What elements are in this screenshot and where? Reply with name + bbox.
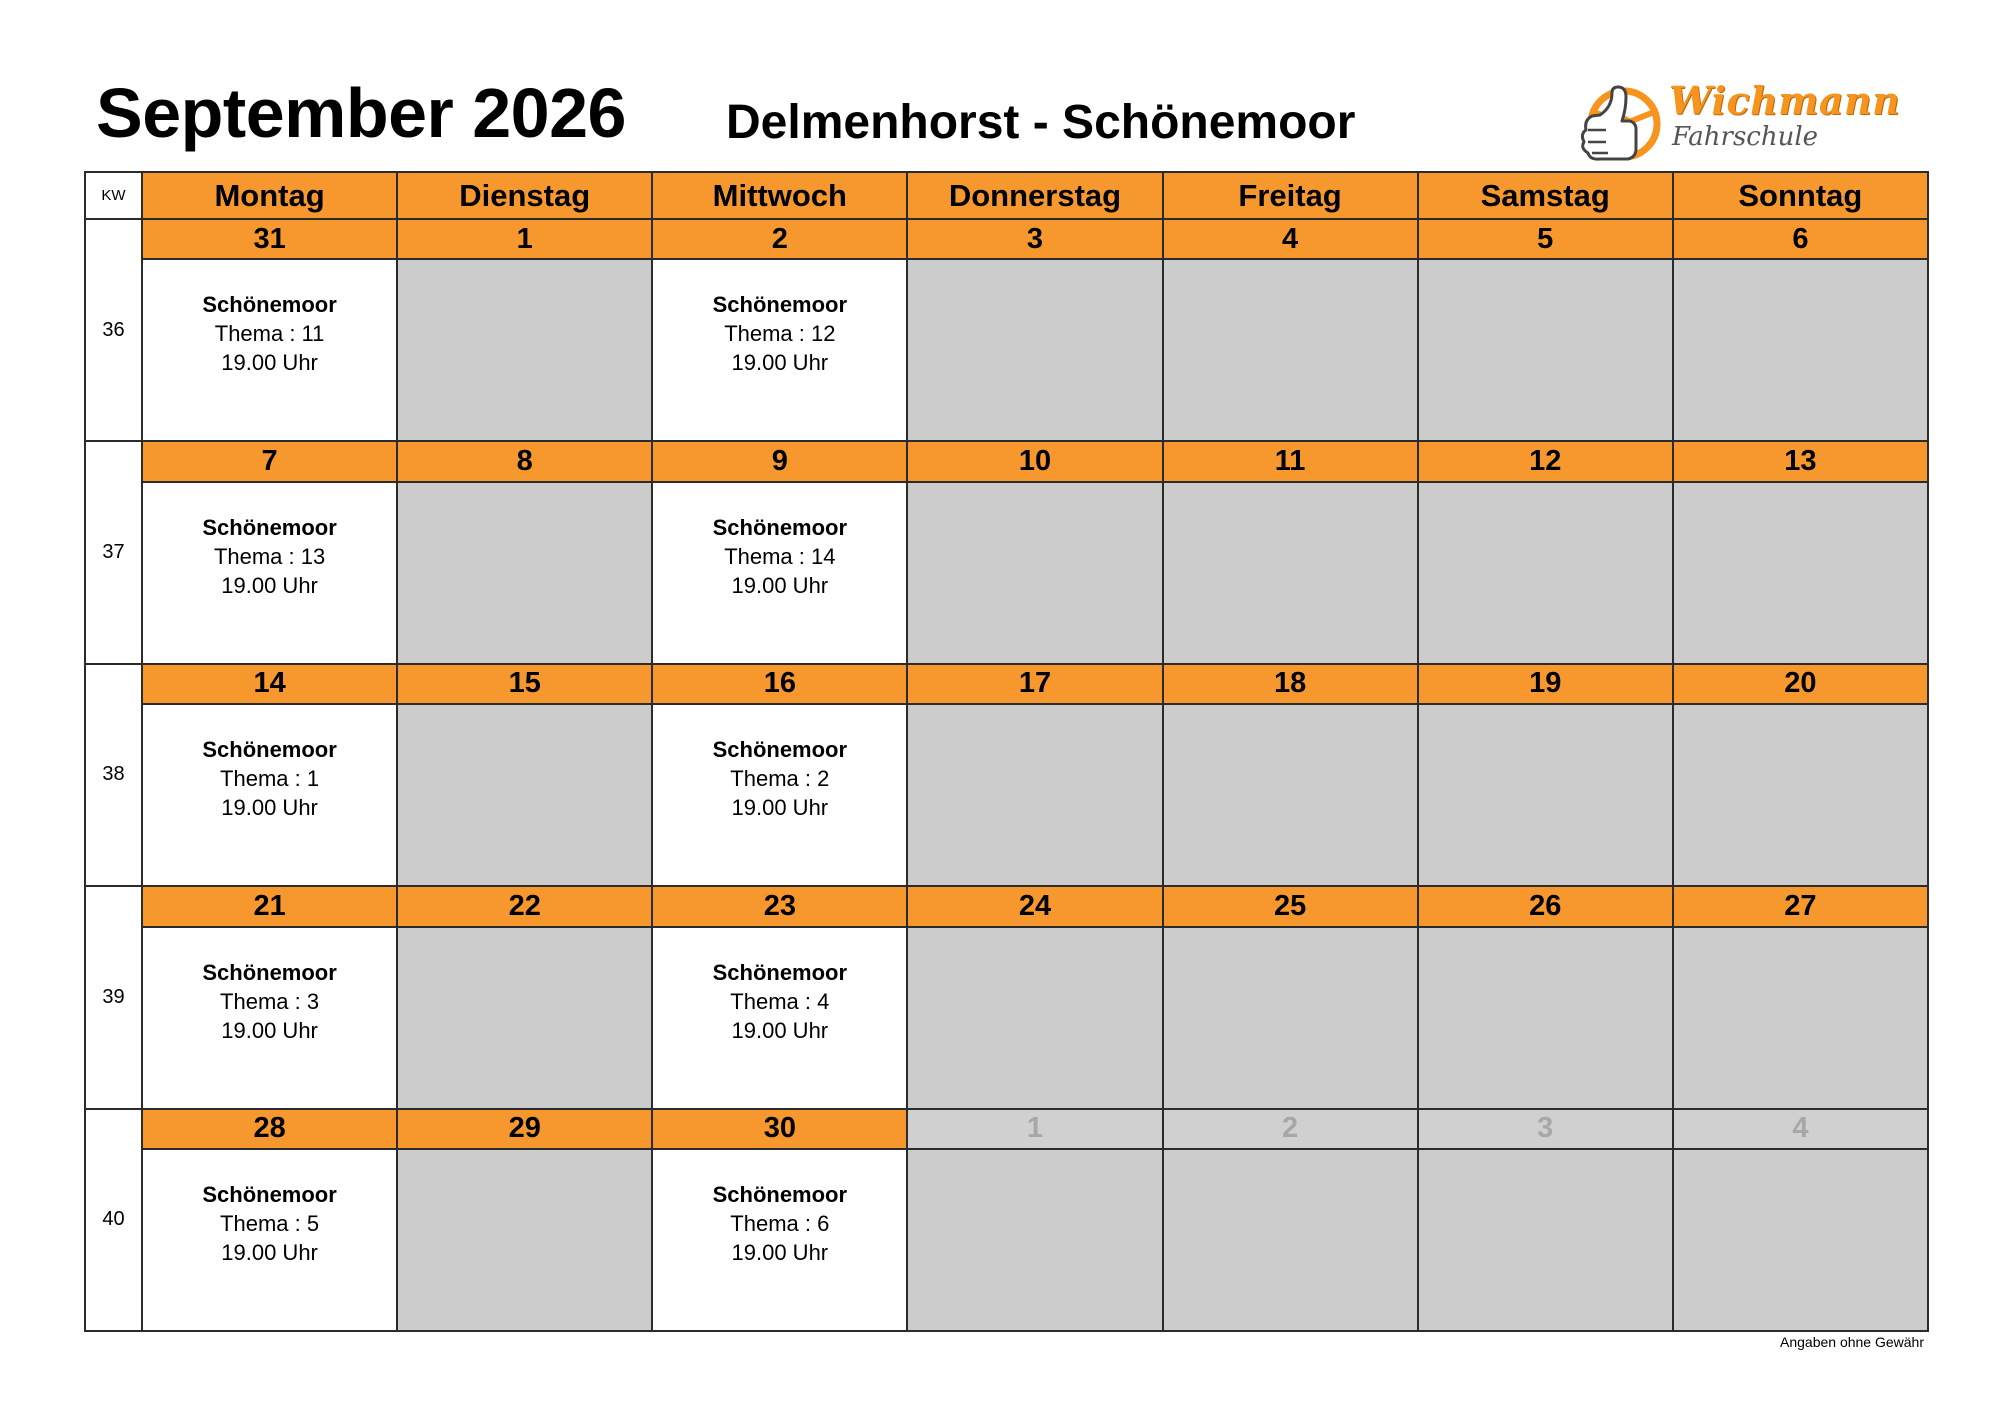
day-cell-empty xyxy=(1163,1149,1418,1331)
day-number: 29 xyxy=(397,1109,652,1149)
day-cell-empty xyxy=(1673,927,1928,1109)
event-entry xyxy=(143,483,396,600)
logo-brand: Wichmann xyxy=(1669,78,1901,123)
day-number: 25 xyxy=(1163,886,1418,926)
day-number: 23 xyxy=(652,886,907,926)
day-cell-empty xyxy=(397,259,652,441)
day-number: 14 xyxy=(142,664,397,704)
week-date-row xyxy=(85,664,1928,704)
day-cell-empty xyxy=(907,482,1162,664)
weekday-header: Freitag xyxy=(1163,172,1418,219)
week-number: 36 xyxy=(85,219,142,441)
event-place: Schönemoor xyxy=(202,1181,337,1207)
day-cell-event xyxy=(652,1149,907,1331)
day-number: 2 xyxy=(652,219,907,259)
weekday-header: Samstag xyxy=(1418,172,1673,219)
day-cell-event xyxy=(652,482,907,664)
day-cell-empty xyxy=(1163,482,1418,664)
weekday-header: Donnerstag xyxy=(907,172,1162,219)
event-entry xyxy=(143,1150,396,1267)
day-cell-event xyxy=(142,259,397,441)
day-number: 31 xyxy=(142,219,397,259)
day-number-other-month: 2 xyxy=(1163,1109,1418,1149)
week-number: 39 xyxy=(85,886,142,1108)
event-time: 19.00 Uhr xyxy=(731,1239,829,1265)
day-number: 22 xyxy=(397,886,652,926)
day-number: 27 xyxy=(1673,886,1928,926)
day-cell-empty xyxy=(1418,482,1673,664)
event-time: 19.00 Uhr xyxy=(221,350,318,376)
weekday-header-row xyxy=(85,172,1928,219)
week-content-row xyxy=(85,927,1928,1109)
event-topic: Thema : 5 xyxy=(220,1210,320,1236)
day-number: 13 xyxy=(1673,441,1928,481)
day-cell-event xyxy=(652,259,907,441)
event-time: 19.00 Uhr xyxy=(221,1239,318,1265)
day-number: 4 xyxy=(1163,219,1418,259)
event-place: Schönemoor xyxy=(202,737,337,763)
week-content-row xyxy=(85,259,1928,441)
event-entry xyxy=(653,705,906,822)
day-cell-event xyxy=(142,482,397,664)
disclaimer: Angaben ohne Gewähr xyxy=(1780,1334,1924,1350)
day-cell-event xyxy=(142,927,397,1109)
kw-header: KW xyxy=(85,172,142,219)
weekday-header: Dienstag xyxy=(397,172,652,219)
location-subtitle: Delmenhorst - Schönemoor xyxy=(726,96,1356,149)
event-topic: Thema : 1 xyxy=(220,766,320,792)
day-number: 11 xyxy=(1163,441,1418,481)
day-number: 1 xyxy=(397,219,652,259)
week-content-row xyxy=(85,704,1928,886)
day-number: 26 xyxy=(1418,886,1673,926)
event-place: Schönemoor xyxy=(712,514,848,540)
day-number: 28 xyxy=(142,1109,397,1149)
event-entry xyxy=(143,260,396,377)
day-cell-empty xyxy=(907,259,1162,441)
day-cell-empty xyxy=(1418,259,1673,441)
event-entry xyxy=(653,928,906,1045)
day-cell-empty xyxy=(907,927,1162,1109)
day-number: 20 xyxy=(1673,664,1928,704)
day-cell-empty xyxy=(907,1149,1162,1331)
day-cell-event xyxy=(652,927,907,1109)
event-entry xyxy=(653,1150,906,1267)
day-cell-empty xyxy=(1163,704,1418,886)
event-place: Schönemoor xyxy=(712,1181,848,1207)
event-time: 19.00 Uhr xyxy=(731,350,829,376)
day-number: 5 xyxy=(1418,219,1673,259)
week-date-row xyxy=(85,1109,1928,1149)
event-topic: Thema : 14 xyxy=(724,543,836,569)
day-cell-empty xyxy=(397,1149,652,1331)
day-number: 18 xyxy=(1163,664,1418,704)
week-content-row xyxy=(85,1149,1928,1331)
day-number: 8 xyxy=(397,441,652,481)
day-number: 21 xyxy=(142,886,397,926)
week-date-row xyxy=(85,886,1928,926)
day-number: 30 xyxy=(652,1109,907,1149)
week-number: 37 xyxy=(85,441,142,663)
day-cell-empty xyxy=(397,704,652,886)
day-cell-empty xyxy=(1418,927,1673,1109)
event-entry xyxy=(653,260,906,377)
day-number: 19 xyxy=(1418,664,1673,704)
event-place: Schönemoor xyxy=(712,737,848,763)
day-number: 9 xyxy=(652,441,907,481)
week-date-row xyxy=(85,441,1928,481)
thumbs-up-steering-wheel-icon xyxy=(1572,76,1682,162)
day-cell-empty xyxy=(1163,927,1418,1109)
event-place: Schönemoor xyxy=(712,292,848,318)
event-place: Schönemoor xyxy=(202,292,337,318)
day-cell-empty xyxy=(1673,259,1928,441)
event-topic: Thema : 2 xyxy=(730,766,830,792)
day-number-other-month: 1 xyxy=(907,1109,1162,1149)
calendar-grid xyxy=(84,171,1929,1332)
day-number-other-month: 3 xyxy=(1418,1109,1673,1149)
day-number: 15 xyxy=(397,664,652,704)
day-number: 6 xyxy=(1673,219,1928,259)
event-time: 19.00 Uhr xyxy=(221,572,318,598)
day-number: 3 xyxy=(907,219,1162,259)
day-number: 10 xyxy=(907,441,1162,481)
logo-subtitle: Fahrschule xyxy=(1672,122,1819,152)
event-topic: Thema : 4 xyxy=(730,988,830,1014)
event-place: Schönemoor xyxy=(202,959,337,985)
event-time: 19.00 Uhr xyxy=(221,1017,318,1043)
day-cell-empty xyxy=(1673,1149,1928,1331)
event-time: 19.00 Uhr xyxy=(731,795,829,821)
day-number: 24 xyxy=(907,886,1162,926)
event-topic: Thema : 12 xyxy=(724,321,836,347)
day-number: 7 xyxy=(142,441,397,481)
day-number: 12 xyxy=(1418,441,1673,481)
event-time: 19.00 Uhr xyxy=(221,795,318,821)
page-title: September 2026 xyxy=(96,74,626,152)
day-cell-empty xyxy=(1418,704,1673,886)
week-content-row xyxy=(85,482,1928,664)
week-date-row xyxy=(85,219,1928,259)
event-topic: Thema : 13 xyxy=(213,543,326,569)
day-cell-empty xyxy=(907,704,1162,886)
day-cell-empty xyxy=(1673,704,1928,886)
weekday-header: Sonntag xyxy=(1673,172,1928,219)
event-entry xyxy=(143,705,396,822)
day-cell-event xyxy=(142,704,397,886)
week-number: 40 xyxy=(85,1109,142,1332)
day-cell-event xyxy=(652,704,907,886)
day-cell-event xyxy=(142,1149,397,1331)
event-time: 19.00 Uhr xyxy=(731,1017,829,1043)
event-topic: Thema : 11 xyxy=(214,321,325,347)
event-entry xyxy=(143,928,396,1045)
weekday-header: Mittwoch xyxy=(652,172,907,219)
day-cell-empty xyxy=(1163,259,1418,441)
event-entry xyxy=(653,483,906,600)
day-number: 16 xyxy=(652,664,907,704)
school-logo xyxy=(1572,76,1902,166)
event-place: Schönemoor xyxy=(202,514,337,540)
event-place: Schönemoor xyxy=(712,959,848,985)
event-time: 19.00 Uhr xyxy=(731,572,829,598)
day-cell-empty xyxy=(1673,482,1928,664)
day-number: 17 xyxy=(907,664,1162,704)
day-number-other-month: 4 xyxy=(1673,1109,1928,1149)
week-number: 38 xyxy=(85,664,142,886)
event-topic: Thema : 6 xyxy=(730,1210,830,1236)
day-cell-empty xyxy=(397,927,652,1109)
day-cell-empty xyxy=(397,482,652,664)
event-topic: Thema : 3 xyxy=(220,988,320,1014)
weekday-header: Montag xyxy=(142,172,397,219)
day-cell-empty xyxy=(1418,1149,1673,1331)
